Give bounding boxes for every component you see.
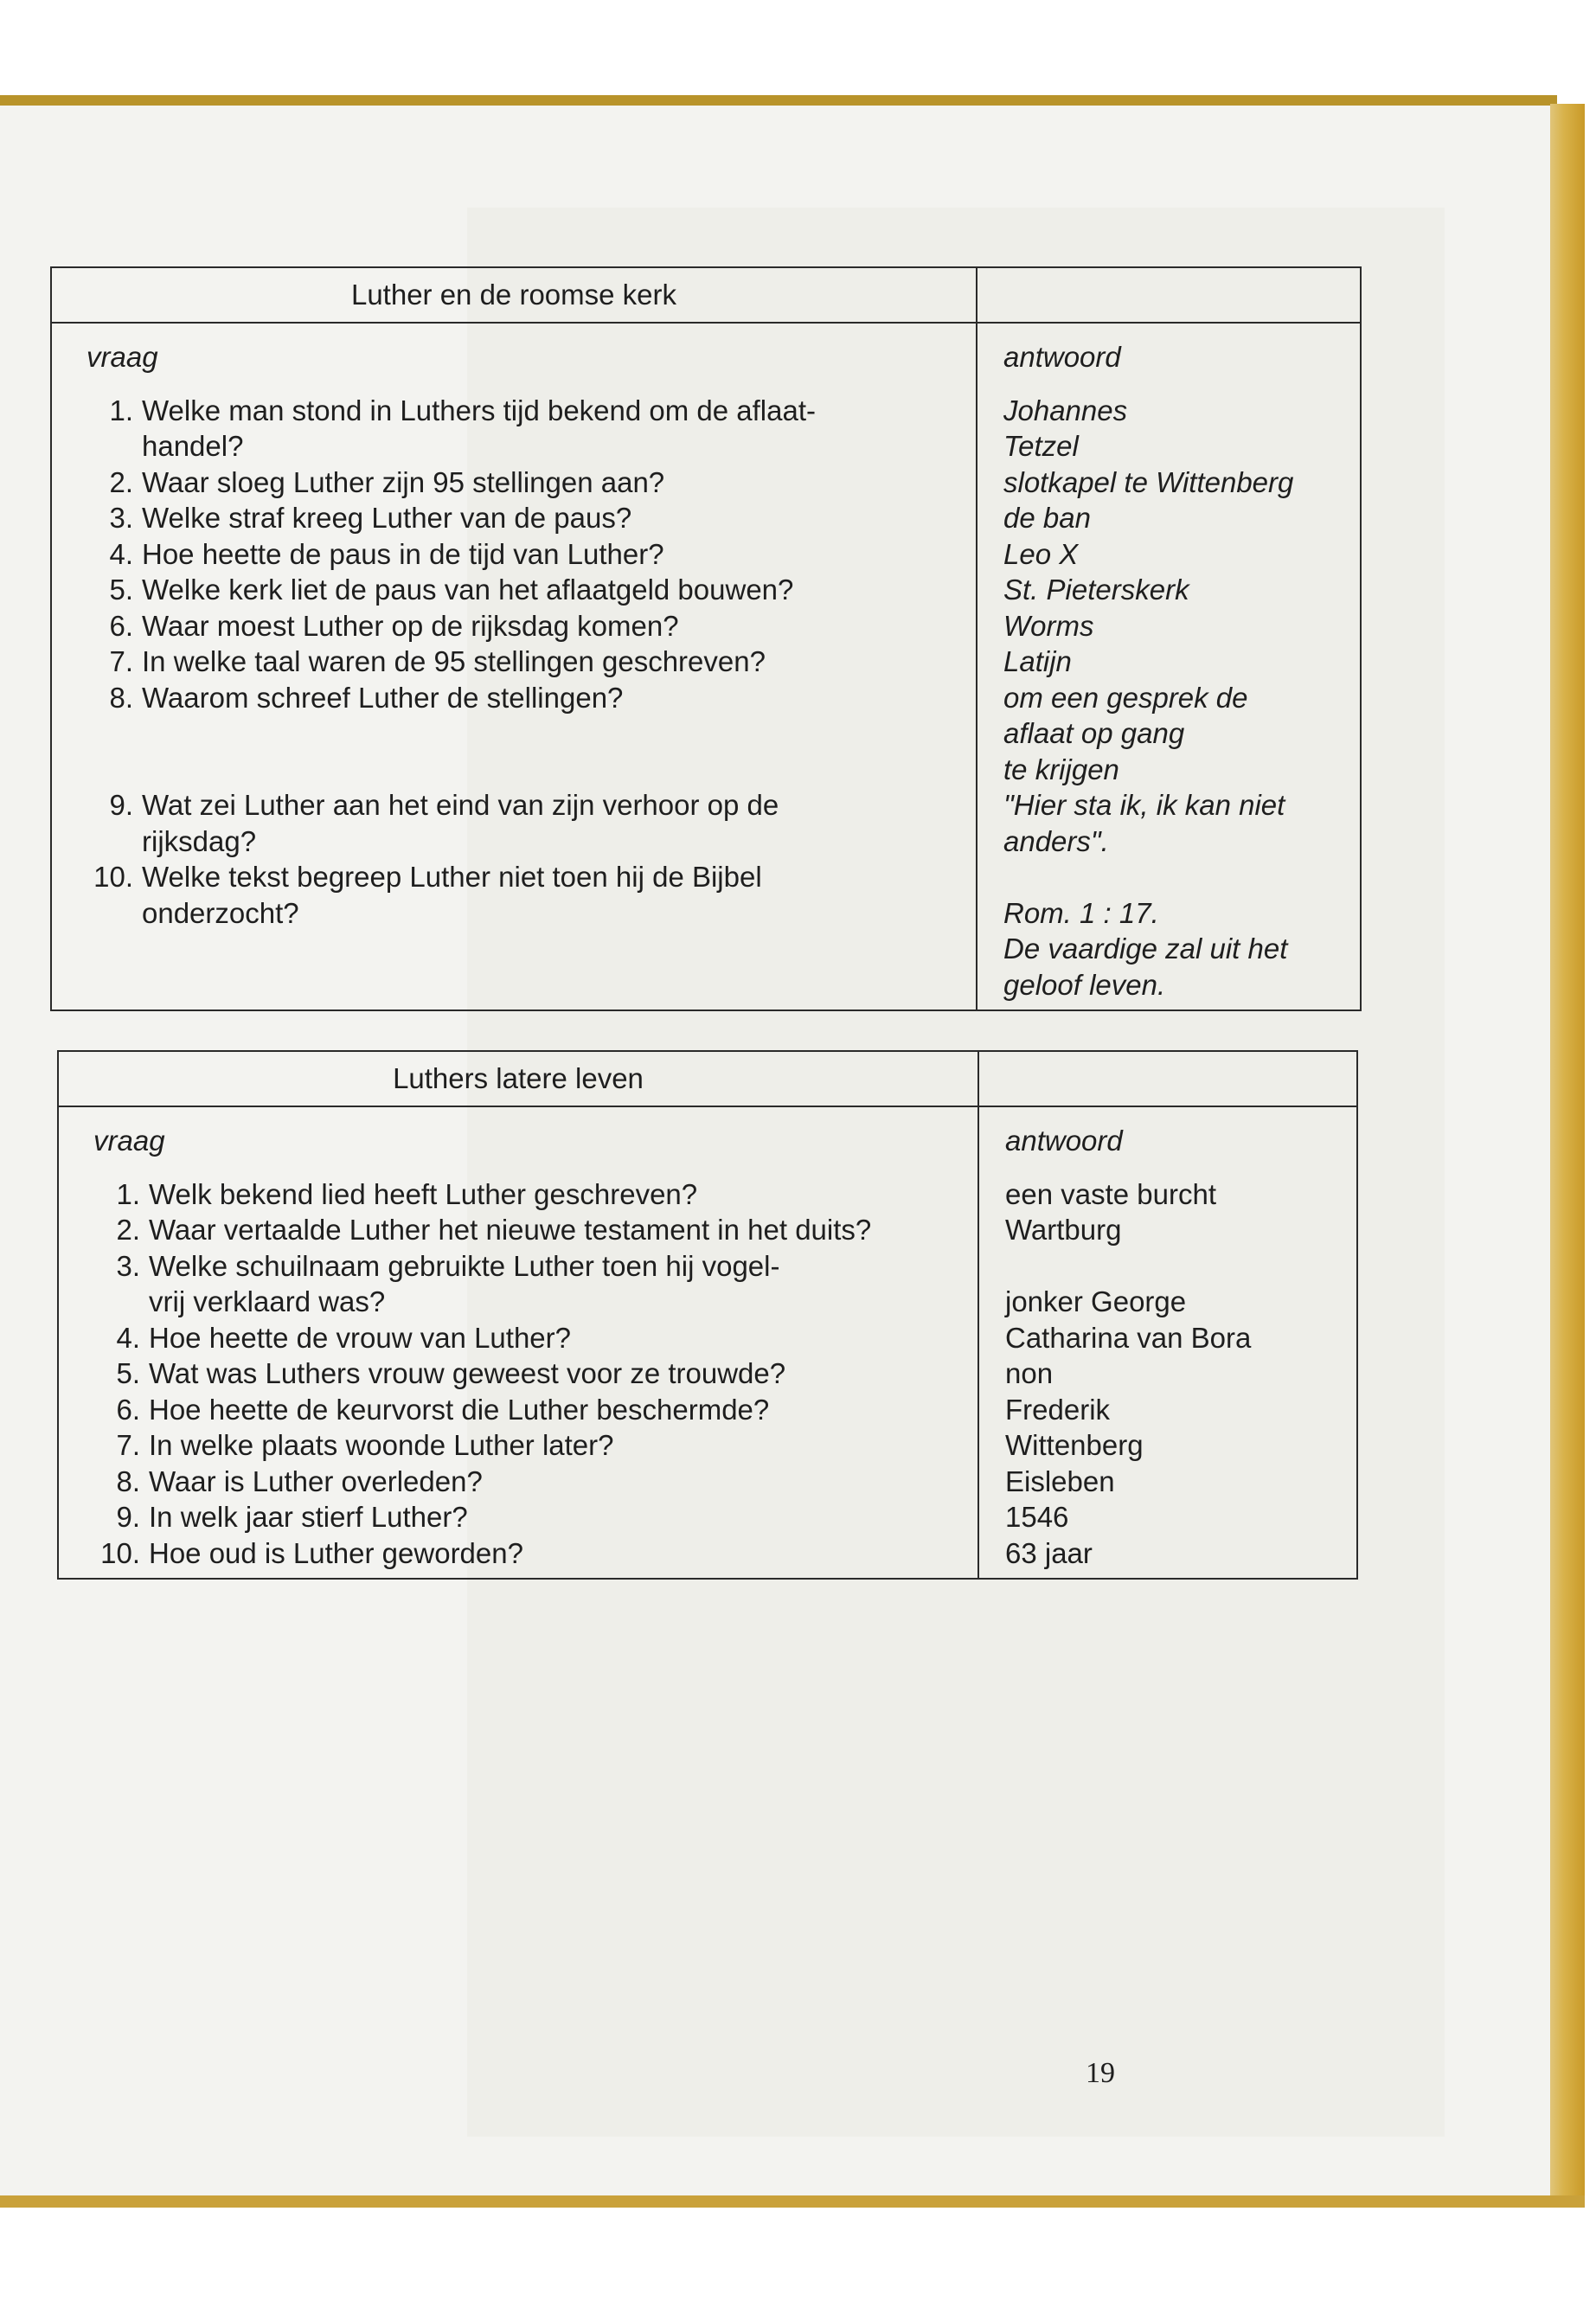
question-number [87, 752, 142, 788]
question-number: 2. [116, 1214, 140, 1246]
question-number: 8. [109, 681, 133, 714]
question-item [93, 1356, 960, 1392]
answer-text: Latijn [1003, 645, 1072, 677]
quiz-table-roomse-kerk [50, 266, 1362, 1011]
question-number: 10. [100, 1536, 140, 1569]
question-item [87, 465, 958, 501]
table-title-empty [978, 1051, 1357, 1106]
answer-text: Tetzel [1003, 430, 1079, 462]
question-item [93, 1248, 960, 1285]
question-item [87, 608, 958, 644]
question-number [87, 824, 142, 860]
question-number [87, 715, 142, 752]
answer-text: 63 jaar [1005, 1536, 1093, 1569]
question-number: 9. [116, 1501, 140, 1533]
answer-text [1005, 1248, 1346, 1285]
question-text: Waar sloeg Luther zijn 95 stellingen aan? [142, 465, 665, 498]
answer-text: De vaardige zal uit het [1003, 933, 1288, 965]
question-item [93, 1176, 960, 1213]
question-number: 6. [109, 609, 133, 642]
question-text: Hoe heette de paus in de tijd van Luther? [142, 537, 664, 570]
question-column-header: vraag [87, 341, 158, 373]
question-number [87, 895, 142, 932]
question-item [93, 1284, 960, 1320]
question-item [87, 680, 958, 716]
question-text: Waarom schreef Luther de stellingen? [142, 681, 624, 714]
question-text: vrij verklaard was? [149, 1285, 386, 1317]
question-item [87, 752, 958, 788]
question-list [93, 1176, 960, 1572]
table-title: Luthers latere leven [58, 1051, 978, 1106]
question-item [87, 428, 958, 465]
question-text: onderzocht? [142, 896, 299, 929]
answer-text: Eisleben [1005, 1465, 1115, 1497]
question-text [142, 752, 958, 788]
question-item [87, 393, 958, 429]
answer-text [1003, 859, 1349, 895]
question-item [93, 1535, 960, 1572]
question-item [93, 1464, 960, 1500]
question-text: Welk bekend lied heeft Luther geschreven? [149, 1177, 698, 1210]
question-item [93, 1212, 960, 1248]
page-number: 19 [1086, 2057, 1115, 2089]
answer-text: 1546 [1005, 1501, 1069, 1533]
question-number: 8. [116, 1465, 140, 1497]
answer-text: Johannes [1003, 394, 1128, 426]
question-text: Hoe heette de vrouw van Luther? [149, 1321, 571, 1354]
question-number: 5. [116, 1357, 140, 1389]
question-item [87, 895, 958, 932]
question-number [87, 428, 142, 465]
question-item [87, 644, 958, 680]
answer-text: non [1005, 1357, 1054, 1389]
question-text: Hoe oud is Luther geworden? [149, 1536, 523, 1569]
question-text [142, 715, 958, 752]
answer-text: Wittenberg [1005, 1429, 1144, 1461]
question-text: Welke kerk liet de paus van het aflaatgeld bouwen? [142, 574, 794, 606]
answer-list [1003, 393, 1349, 1003]
question-number: 3. [109, 502, 133, 534]
question-item [87, 824, 958, 860]
answer-text: Leo X [1003, 537, 1079, 570]
question-text: handel? [142, 430, 244, 462]
question-number: 10. [93, 861, 133, 893]
question-number: 9. [109, 789, 133, 821]
question-column [58, 1106, 978, 1579]
book-spine [1550, 104, 1585, 2206]
answer-text: om een gesprek de [1003, 681, 1248, 714]
answer-text: Frederik [1005, 1393, 1111, 1426]
question-text: Welke tekst begreep Luther niet toen hij de Bijbel [142, 861, 762, 893]
answer-text: "Hier sta ik, ik kan niet [1003, 789, 1285, 821]
answer-text: Rom. 1 : 17. [1003, 896, 1159, 929]
answer-column-header: antwoord [1003, 341, 1121, 373]
question-item [87, 536, 958, 573]
answer-column [978, 1106, 1357, 1579]
answer-text: St. Pieterskerk [1003, 574, 1189, 606]
question-number: 7. [109, 645, 133, 677]
question-number: 5. [109, 574, 133, 606]
question-item [93, 1499, 960, 1535]
question-text: Waar moest Luther op de rijksdag komen? [142, 609, 679, 642]
question-item [87, 859, 958, 895]
question-number: 1. [116, 1177, 140, 1210]
question-text: Waar vertaalde Luther het nieuwe testament in het duits? [149, 1214, 872, 1246]
question-text: Wat zei Luther aan het eind van zijn verhoor op de [142, 789, 779, 821]
question-text: In welke taal waren de 95 stellingen geschreven? [142, 645, 766, 677]
answer-list [1005, 1176, 1346, 1572]
question-text: Welke straf kreeg Luther van de paus? [142, 502, 632, 534]
question-text: Hoe heette de keurvorst die Luther beschermde? [149, 1393, 770, 1426]
answer-column [977, 323, 1361, 1010]
question-number: 2. [109, 465, 133, 498]
answer-column-header: antwoord [1005, 1125, 1123, 1157]
answer-text: slotkapel te Wittenberg [1003, 465, 1294, 498]
question-item [87, 500, 958, 536]
question-text: Waar is Luther overleden? [149, 1465, 483, 1497]
question-number: 6. [116, 1393, 140, 1426]
question-number: 4. [116, 1321, 140, 1354]
question-column [51, 323, 977, 1010]
question-text: Welke man stond in Luthers tijd bekend om de aflaat- [142, 394, 816, 426]
question-text: Wat was Luthers vrouw geweest voor ze trouwde? [149, 1357, 786, 1389]
answer-text: Worms [1003, 609, 1094, 642]
question-item [87, 787, 958, 824]
answer-text: een vaste burcht [1005, 1177, 1216, 1210]
question-text: In welk jaar stierf Luther? [149, 1501, 468, 1533]
question-item [93, 1392, 960, 1428]
answer-text: jonker George [1005, 1285, 1187, 1317]
question-column-header: vraag [93, 1125, 165, 1157]
answer-text: aflaat op gang [1003, 717, 1185, 749]
question-number [93, 1284, 149, 1320]
question-text: rijksdag? [142, 824, 257, 857]
table-title: Luther en de roomse kerk [51, 267, 977, 323]
table-title-empty [977, 267, 1361, 323]
question-number: 4. [109, 537, 133, 570]
answer-text: Catharina van Bora [1005, 1321, 1252, 1354]
answer-text: anders". [1003, 824, 1109, 857]
question-number: 3. [116, 1249, 140, 1282]
answer-text: geloof leven. [1003, 968, 1166, 1001]
answer-text: Wartburg [1005, 1214, 1122, 1246]
quiz-table-latere-leven [57, 1050, 1358, 1580]
question-text: In welke plaats woonde Luther later? [149, 1429, 614, 1461]
book-cover-edge [0, 2195, 1585, 2208]
question-text: Welke schuilnaam gebruikte Luther toen hij vogel- [149, 1249, 780, 1282]
question-item [87, 715, 958, 752]
question-number: 1. [109, 394, 133, 426]
question-item [87, 572, 958, 608]
answer-text: de ban [1003, 502, 1091, 534]
question-item [93, 1320, 960, 1356]
answer-text: te krijgen [1003, 753, 1119, 785]
question-number: 7. [116, 1429, 140, 1461]
question-item [93, 1427, 960, 1464]
question-list [87, 393, 958, 932]
